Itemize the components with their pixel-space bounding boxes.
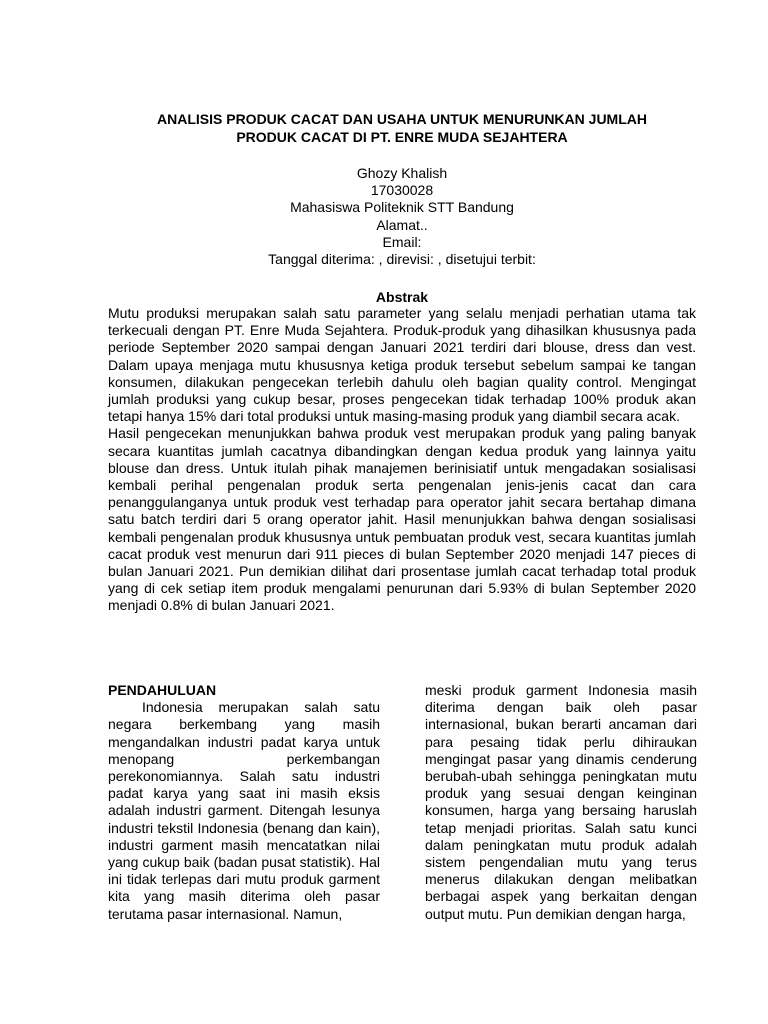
author-name: Ghozy Khalish — [356, 165, 448, 181]
author-block — [108, 165, 696, 268]
abstract-paragraph-1: Mutu produksi merupakan salah satu parameter yang selalu menjadi perhatian utama tak terkecuali dengan PT. Enre Muda Sejahtera. Produk-produk yang dihasilkan khususnya pada periode September 2020 sampai dengan Januari 2021 terdiri dari blouse, dress dan vest. Dalam upaya menjaga mutu khususnya ketiga produk tersebut sebelum sampai ke tangan konsumen, dilakukan pengecekan terlebih dahulu oleh bagian quality control. Mengingat jumlah produksi yang cukup besar, proses pengecekan tidak terhadap 100% produk akan tetapi hanya 15% dari total produksi untuk masing-masing produk yang diambil secara acak. — [108, 305, 696, 425]
abstract-heading: Abstrak — [375, 289, 429, 305]
title-line-1: ANALISIS PRODUK CACAT DAN USAHA UNTUK MENURUNKAN JUMLAH — [157, 111, 647, 127]
intro-heading: PENDAHULUAN — [108, 682, 217, 698]
author-address: Alamat.. — [376, 216, 428, 233]
intro-left-paragraph: Indonesia merupakan salah satu negara berkembang yang masih mengandalkan industri padat karya untuk menopang perkembangan perekonomiannya. Salah satu industri padat karya yang saat ini masih eksis adalah industri garment. Ditengah lesunya industri tekstil Indonesia (benang dan kain), industri garment masih mencatatkan nilai yang cukup baik (badan pusat statistik). Hal ini tidak terlepas dari mutu produk garment kita yang masih diterima oleh pasar terutama pasar internasional. Namun, — [108, 699, 380, 922]
abstract-paragraph-2: Hasil pengecekan menunjukkan bahwa produk vest merupakan produk yang paling banyak secara kuantitas jumlah cacatnya dibandingkan dengan kedua produk yang lainnya yaitu blouse dan dress. Untuk itulah pihak manajemen berinisiatif untuk mengadakan sosialisasi kembali perihal pengenalan produk serta pengenalan jenis-jenis cacat dan cara penanggulanganya untuk produk vest terhadap para operator jahit secara bertahap dimana satu batch terdiri dari 5 orang operator jahit. Hasil menunjukkan bahwa dengan sosialisasi kembali pengenalan produk khususnya untuk pembuatan produk vest, secara kuantitas jumlah cacat produk vest menurun dari 911 pieces di bulan September 2020 menjadi 147 pieces di bulan Januari 2021. Pun demikian dilihat dari prosentase jumlah cacat terhadap total produk yang di cek setiap item produk mengalami penurunan dari 5.93% di bulan September 2020 menjadi 0.8% di bulan Januari 2021. — [108, 425, 696, 614]
paper-dates: Tanggal diterima: , direvisi: , disetujui terbit: — [268, 251, 536, 268]
author-email: Email: — [382, 233, 422, 250]
author-id: 17030028 — [370, 182, 434, 199]
intro-right-column — [425, 682, 697, 923]
title-line-2: PRODUK CACAT DI PT. ENRE MUDA SEJAHTERA — [236, 129, 568, 145]
abstract-body — [108, 305, 696, 615]
author-affiliation: Mahasiswa Politeknik STT Bandung — [290, 199, 514, 216]
paper-title — [108, 110, 696, 146]
intro-left-column — [108, 682, 380, 923]
intro-right-paragraph: meski produk garment Indonesia masih diterima dengan baik oleh pasar internasional, bukan berarti ancaman dari para pesaing tidak perlu dihiraukan mengingat pasar yang dinamis cenderung berubah-ubah sehingga peningkatan mutu produk yang sesuai dengan keinginan konsumen, harga yang bersaing haruslah tetap menjadi prioritas. Salah satu kunci dalam peningkatan mutu produk adalah sistem pengendalian mutu yang terus menerus dilakukan dengan melibatkan berbagai aspek yang berkaitan dengan output mutu. Pun demikian dengan harga, — [425, 682, 697, 922]
